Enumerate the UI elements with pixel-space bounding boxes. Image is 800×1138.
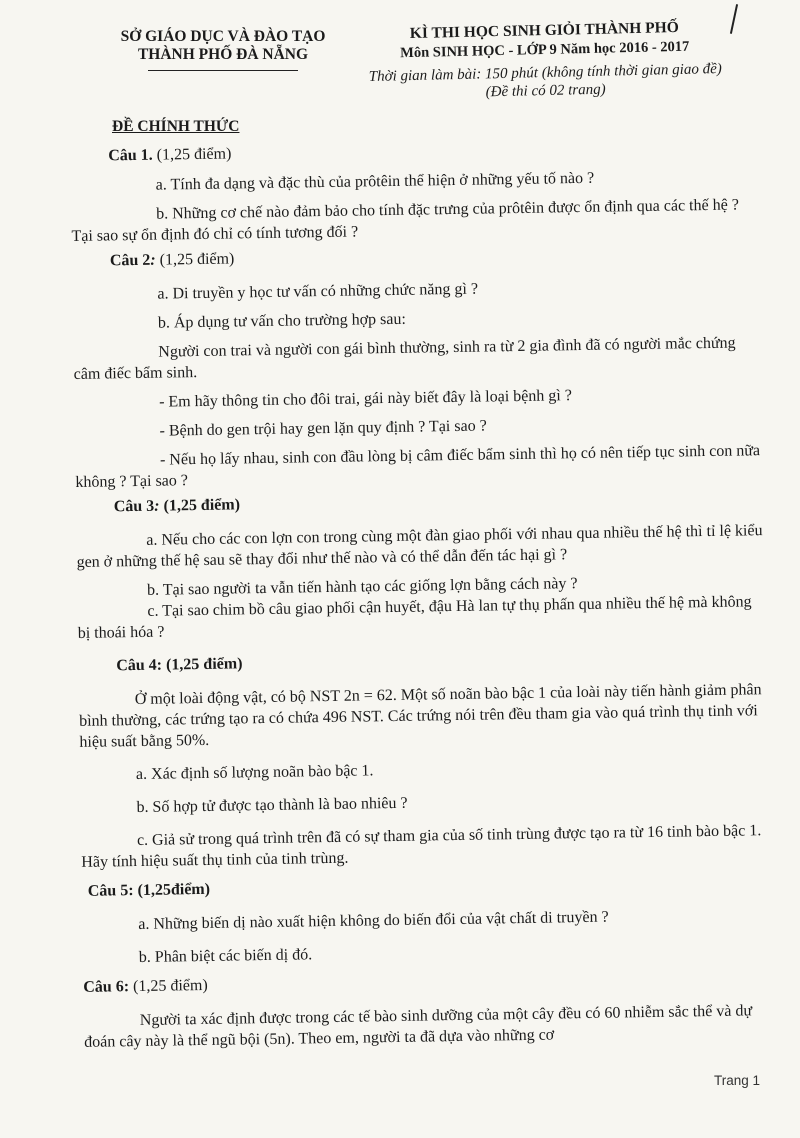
question-4-part-a: a. Xác định số lượng noãn bào bậc 1. — [135, 762, 374, 784]
department-name: SỞ GIÁO DỤC VÀ ĐÀO TẠO — [120, 28, 326, 45]
time-limit: Thời gian làm bài: 150 phút (không tính thời gian giao đề) — [368, 60, 722, 86]
page-count-note: (Đề thi có 02 trang) — [485, 81, 606, 101]
question-points: (1,25điểm) — [137, 880, 211, 900]
subject-line: Môn SINH HỌC - LỚP 9 Năm học 2016 - 2017 — [399, 38, 690, 62]
question-5-heading — [88, 870, 772, 903]
exam-body — [70, 129, 774, 1053]
question-6-heading — [83, 966, 773, 999]
question-4-part-b: b. Số hợp tử được tạo thành là bao nhiêu ? — [136, 794, 408, 817]
question-3-part-c: c. Tại sao chim bồ câu giao phối cận huyết, đậu Hà lan tự thụ phấn qua nhiều thế hệ mà không bị thoái hóa ? — [77, 593, 752, 642]
question-4-heading — [116, 645, 768, 677]
question-4-intro: Ở một loài động vật, có bộ NST 2n = 62. Một số noãn bào bậc 1 của loài này tiến hành giảm phân bình thường, các trứng tạo ra có chứa 496 NST. Các trứng nói trên đều tham gia vào quá trình thụ tinh với hiệu suất bằng 50%. — [79, 681, 762, 751]
question-3-part-b: b. Tại sao người ta vẫn tiến hành tạo các giống lợn bằng cách này ? — [146, 575, 578, 599]
question-title: Câu 3 — [113, 497, 155, 516]
question-6-text: Người ta xác định được trong các tế bào sinh dưỡng của một cây đều có 60 nhiễm sắc thể và dự đoán cây này là thể ngũ bội (5n). Theo em, người ta đã dựa vào những cơ — [84, 1002, 753, 1051]
question-2-item-3: - Nếu họ lấy nhau, sinh con đầu lòng bị câm điếc bẩm sinh thì họ có nên tiếp tục sinh con nữa không ? Tại sao ? — [75, 442, 761, 491]
question-2-scenario: Người con trai và người con gái bình thường, sinh ra từ 2 gia đình đã có người mắc chứng câm điếc bẩm sinh. — [73, 334, 736, 383]
question-title: Câu 1. — [108, 146, 153, 165]
department-header — [108, 28, 338, 71]
question-points: (1,25 điểm) — [165, 655, 243, 674]
question-points: (1,25 điểm) — [132, 976, 208, 996]
question-title: Câu 5: — [87, 882, 134, 900]
exam-title: KÌ THI HỌC SINH GIỎI THÀNH PHỐ — [409, 18, 679, 43]
question-title: Câu 4: — [116, 656, 163, 675]
question-points: (1,25 điểm) — [163, 496, 241, 515]
question-colon: : — [154, 497, 160, 515]
question-1-part-a: a. Tính đa dạng và đặc thù của prôtêin thể hiện ở những yếu tố nào ? — [155, 169, 595, 194]
question-3-part-a: a. Nếu cho các con lợn con trong cùng một đàn giao phối với nhau qua nhiều thế hệ thì tỉ lệ kiểu gen ở những thế hệ sau sẽ thay đổi như thế nào và có thể dẫn đến tác hại gì ? — [76, 522, 763, 571]
question-2-item-1: - Em hãy thông tin cho đôi trai, gái này biết đây là loại bệnh gì ? — [158, 387, 572, 411]
question-4-part-c: c. Giả sử trong quá trình trên đã có sự tham gia của số tinh trùng được tạo ra từ 16 tinh bào bậc 1. Hãy tính hiệu suất thụ tinh của tinh trùng. — [81, 822, 762, 871]
question-3-heading — [114, 486, 766, 518]
question-2-part-a: a. Di truyền y học tư vấn có những chức năng gì ? — [157, 280, 479, 303]
page-number: Trang 1 — [713, 1073, 760, 1088]
question-title: Câu 6: — [83, 978, 130, 996]
question-points: (1,25 điểm) — [159, 250, 235, 269]
exam-header — [344, 17, 746, 104]
question-title: Câu 2 — [109, 251, 151, 270]
question-5-part-b: b. Phân biệt các biến dị đó. — [138, 946, 313, 967]
city-name: THÀNH PHỐ ĐÀ NẴNG — [137, 46, 309, 63]
official-label: ĐỀ CHÍNH THỨC — [112, 118, 240, 135]
question-points: (1,25 điểm) — [156, 145, 232, 164]
question-colon: : — [150, 251, 156, 269]
header-divider — [148, 70, 298, 71]
question-2-heading — [110, 240, 762, 272]
question-2-item-2: - Bệnh do gen trội hay gen lặn quy định ? Tại sao ? — [159, 417, 487, 440]
question-1-part-b: b. Những cơ chế nào đảm bảo cho tính đặc trưng của prôtêin được ổn định qua các thế hệ ? Tại sao sự ổn định đó chỉ có tính tương đối ? — [71, 196, 739, 245]
question-5-part-a: a. Những biến dị nào xuất hiện không do biến đổi của vật chất di truyền ? — [138, 908, 609, 934]
question-1-heading — [108, 135, 760, 167]
question-2-part-b: b. Áp dụng tư vấn cho trường hợp sau: — [157, 310, 407, 332]
